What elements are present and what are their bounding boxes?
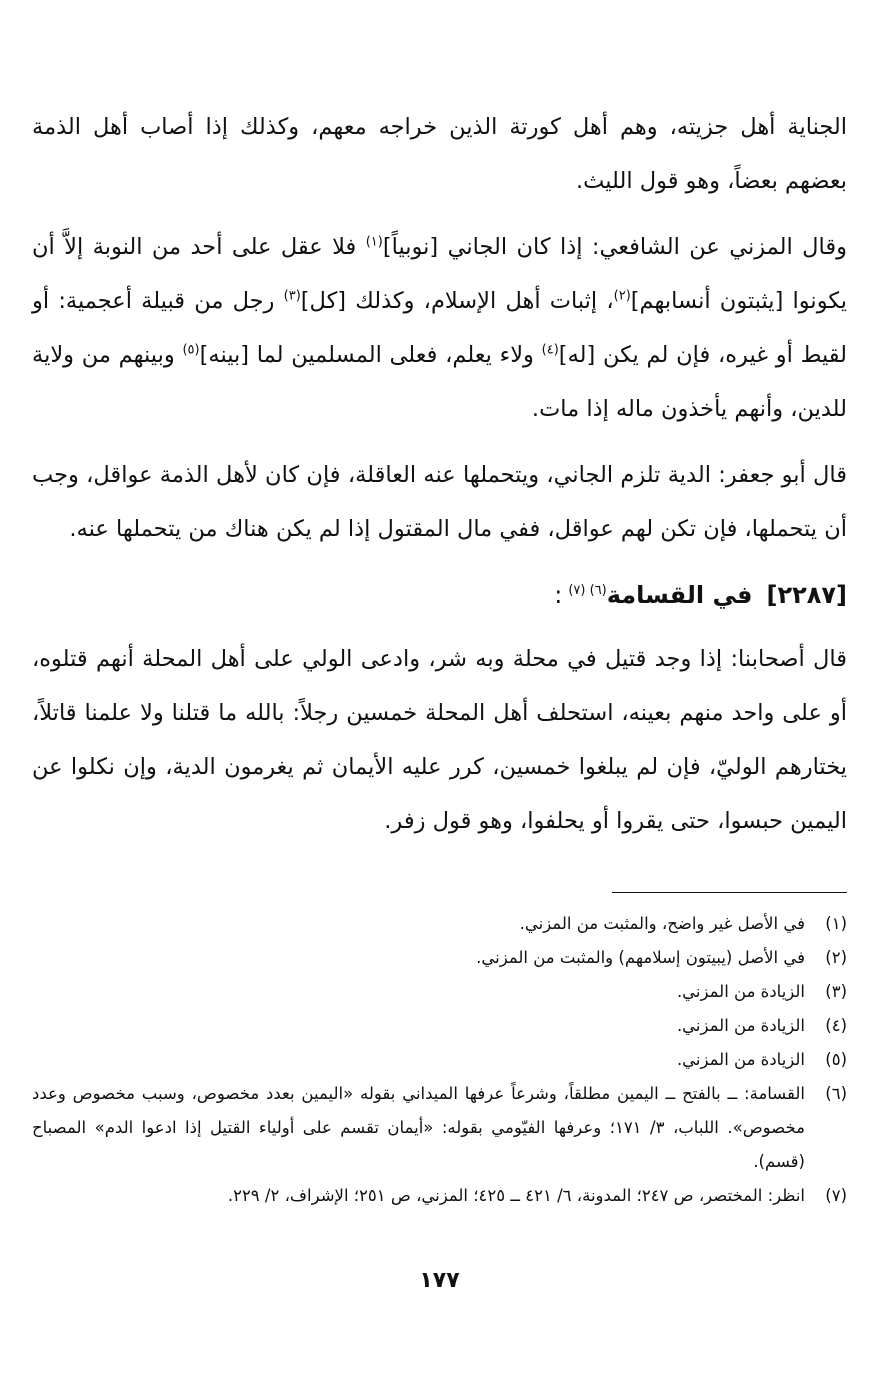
section-number: [٢٢٨٧] (766, 581, 847, 609)
footnote-text: الزيادة من المزني. (676, 982, 805, 1001)
footnote-ref-5: (٥) (182, 342, 200, 358)
footnote-item (32, 941, 847, 975)
footnote-text: في الأصل (يبيتون إسلامهم) والمثبت من المزني. (476, 948, 805, 967)
paragraph-2 (32, 220, 847, 436)
footnote-marker: (٧) (825, 1186, 847, 1205)
footnote-ref-4: (٤) (541, 342, 559, 358)
footnote-text: انظر: المختصر، ص ٢٤٧؛ المدونة، ٦/ ٤٢١ ــ ٤٢٥؛ المزني، ص ٢٥١؛ الإشراف، ٢/ ٢٢٩. (227, 1186, 805, 1205)
footnote-marker: (٢) (825, 948, 847, 967)
footnote-text: في الأصل غير واضح، والمثبت من المزني. (519, 914, 805, 933)
paragraph-2-segment: وقال المزني عن الشافعي: إذا كان الجاني [نوبياً] (382, 234, 847, 260)
footnotes-list (32, 907, 847, 1213)
paragraph-2-segment: فلا عقل على أحد من النوبة إلاَّ أن يكونوا [يثبتون أنسابهم] (32, 234, 848, 314)
section-title: في القسامة (606, 581, 753, 609)
footnote-marker: (٤) (825, 1016, 847, 1035)
footnote-item (32, 975, 847, 1009)
page-number: ١٧٧ (419, 1268, 460, 1293)
footnote-marker: (١) (825, 914, 847, 933)
paragraph-1: الجناية أهل جزيته، وهم أهل كورتة الذين خراجه معهم، وكذلك إذا أصاب أهل الذمة بعضهم بعضاً، وهو قول الليث. (32, 114, 847, 194)
section-heading (32, 568, 847, 622)
section-colon: : (554, 581, 563, 609)
paragraph-3: قال أبو جعفر: الدية تلزم الجاني، ويتحملها عنه العاقلة، فإن كان لأهل الذمة عواقل، وجب أن يتحملها، فإن تكن لهم عواقل، ففي مال المقتول إذا لم يكن هناك من يتحملها عنه. (32, 462, 847, 542)
footnote-item (32, 1043, 847, 1077)
footnote-text: القسامة: ــ بالفتح ــ اليمين مطلقاً، وشرعاً عرفها الميداني بقوله «اليمين بعدد مخصوص، وسبب مخصوص وعدد مخصوص». اللباب، ٣/ ١٧١؛ وعرفها الفيّومي بقوله: «أيمان تقسم على أولياء القتيل إذا ادعوا الدم» المصباح (قسم). (32, 1084, 805, 1171)
section-footnote-refs: (٦) (٧) (568, 583, 607, 598)
paragraph-2-segment: رجل من قبيلة أعجمية: أو لقيط أو غيره، فإن لم يكن [له] (32, 288, 847, 368)
paragraph-4: قال أصحابنا: إذا وجد قتيل في محلة وبه شر، وادعى الولي على أهل المحلة أنهم قتلوه، أو على واحد منهم بعينه، استحلف أهل المحلة خمسين رجلاً: بالله ما قتلنا ولا علمنا قاتلاً، يختارهم الوليّ، فإن لم يبلغوا خمسين، كرر عليه الأيمان ثم يغرمون الدية، وإن نكلوا عن اليمين حبسوا، حتى يقروا أو يحلفوا، وهو قول زفر. (32, 646, 847, 834)
footnote-item (32, 1179, 847, 1213)
footnote-item (32, 907, 847, 941)
footnote-item (32, 1077, 847, 1179)
footnote-text: الزيادة من المزني. (676, 1016, 805, 1035)
footnote-item (32, 1009, 847, 1043)
footnote-ref-1: (١) (365, 234, 383, 250)
footnote-ref-2: (٢) (613, 288, 631, 304)
footnote-marker: (٥) (825, 1050, 847, 1069)
footnote-marker: (٦) (825, 1084, 847, 1103)
paragraph-2-segment: وبينهم من ولاية للدين، وأنهم يأخذون ماله إذا مات. (32, 342, 847, 422)
paragraph-2-segment: ولاء يعلم، فعلى المسلمين لما [بينه] (199, 342, 542, 368)
footnotes-divider (612, 892, 847, 893)
footnote-ref-3: (٣) (283, 288, 301, 304)
footnote-text: الزيادة من المزني. (676, 1050, 805, 1069)
paragraph-2-segment: ، إثبات أهل الإسلام، وكذلك [كل] (300, 288, 614, 314)
footnote-marker: (٣) (825, 982, 847, 1001)
